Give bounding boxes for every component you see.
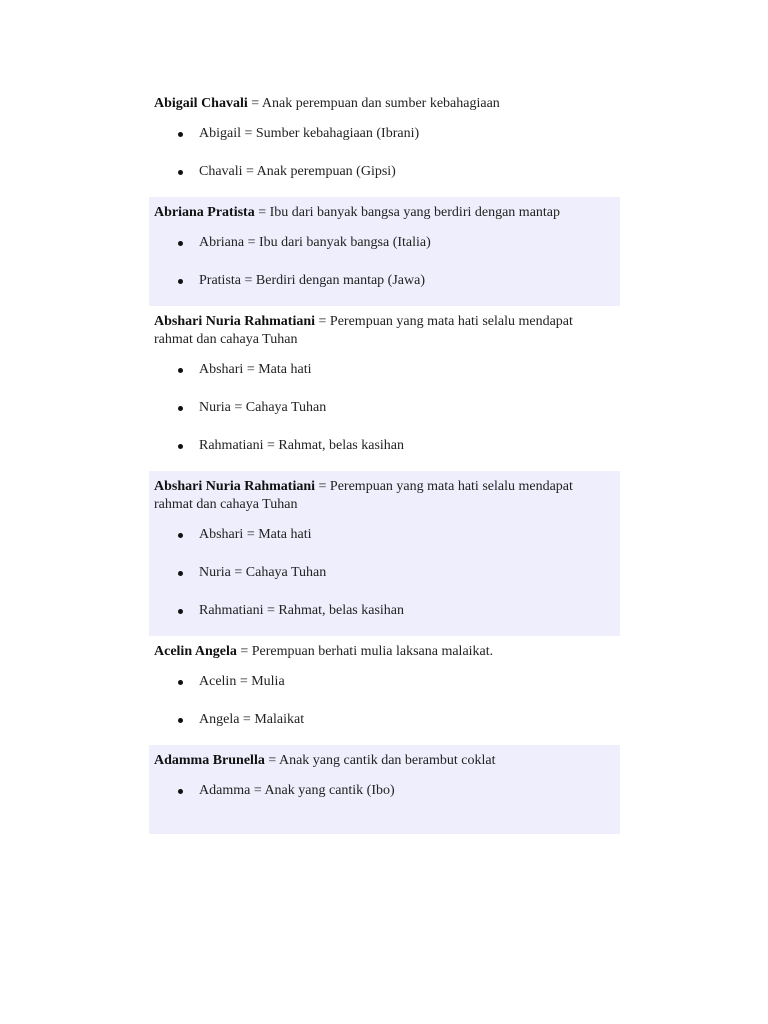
entry-name: Adamma Brunella: [154, 753, 265, 768]
list-item-text: Abriana = Ibu dari banyak bangsa (Italia): [199, 235, 431, 250]
list-item: [154, 564, 615, 582]
bullet-icon: [178, 132, 183, 137]
list-item-text: Angela = Malaikat: [199, 712, 305, 727]
list-item-text: Abigail = Sumber kebahagiaan (Ibrani): [199, 126, 420, 141]
bullet-icon: [178, 789, 183, 794]
list-item: [154, 526, 615, 544]
bullet-icon: [178, 609, 183, 614]
list-item: [154, 125, 615, 143]
list-item: [154, 234, 615, 252]
document-page: [149, 88, 620, 834]
list-item-text: Pratista = Berdiri dengan mantap (Jawa): [199, 273, 425, 288]
list-item-text: Chavali = Anak perempuan (Gipsi): [199, 164, 396, 179]
bullet-icon: [178, 444, 183, 449]
list-item-text: Nuria = Cahaya Tuhan: [199, 565, 327, 580]
bullet-icon: [178, 571, 183, 576]
entry-name: Abshari Nuria Rahmatiani: [154, 479, 316, 494]
bullet-icon: [178, 279, 183, 284]
entry-meaning: = Anak yang cantik dan berambut coklat: [264, 753, 496, 768]
entry-name: Acelin Angela: [154, 644, 237, 659]
bullet-icon: [178, 680, 183, 685]
entry-parts-list: [154, 125, 615, 181]
list-item: [154, 711, 615, 729]
entry-name: Abshari Nuria Rahmatiani: [154, 314, 316, 329]
entry-meaning: = Perempuan yang mata hati selalu mendapat rahmat dan cahaya Tuhan: [154, 479, 573, 512]
bullet-icon: [178, 241, 183, 246]
list-item-text: Adamma = Anak yang cantik (Ibo): [199, 783, 395, 798]
entry-meaning: = Perempuan berhati mulia laksana malaikat.: [236, 644, 494, 659]
name-entry-5: [149, 636, 620, 745]
bullet-icon: [178, 533, 183, 538]
entry-headline: [154, 95, 615, 113]
bullet-icon: [178, 170, 183, 175]
list-item: [154, 782, 615, 800]
list-item: [154, 272, 615, 290]
name-entry-4: [149, 471, 620, 636]
entry-headline: [154, 643, 615, 661]
entry-parts-list: [154, 234, 615, 290]
name-entry-3: [149, 306, 620, 471]
list-item: [154, 163, 615, 181]
list-item: [154, 361, 615, 379]
entry-name: Abigail Chavali: [154, 96, 248, 111]
list-item: [154, 673, 615, 691]
entry-meaning: = Anak perempuan dan sumber kebahagiaan: [247, 96, 500, 111]
name-entry-2: [149, 197, 620, 306]
bullet-icon: [178, 718, 183, 723]
entry-parts-list: [154, 361, 615, 455]
name-entry-1: [149, 88, 620, 197]
list-item-text: Abshari = Mata hati: [199, 362, 312, 377]
list-item-text: Nuria = Cahaya Tuhan: [199, 400, 327, 415]
list-item: [154, 437, 615, 455]
entry-headline: [154, 204, 615, 222]
list-item-text: Abshari = Mata hati: [199, 527, 312, 542]
entry-parts-list: [154, 673, 615, 729]
entry-headline: [154, 752, 615, 770]
bullet-icon: [178, 406, 183, 411]
entry-headline: [154, 313, 615, 349]
list-item-text: Acelin = Mulia: [199, 674, 285, 689]
name-entry-6: [149, 745, 620, 834]
entry-meaning: = Ibu dari banyak bangsa yang berdiri dengan mantap: [254, 205, 561, 220]
entry-parts-list: [154, 526, 615, 620]
entry-parts-list: [154, 782, 615, 800]
bullet-icon: [178, 368, 183, 373]
entry-name: Abriana Pratista: [154, 205, 255, 220]
entry-meaning: = Perempuan yang mata hati selalu mendapat rahmat dan cahaya Tuhan: [154, 314, 573, 347]
list-item: [154, 399, 615, 417]
list-item: [154, 602, 615, 620]
list-item-text: Rahmatiani = Rahmat, belas kasihan: [199, 438, 405, 453]
entry-headline: [154, 478, 615, 514]
list-item-text: Rahmatiani = Rahmat, belas kasihan: [199, 603, 405, 618]
